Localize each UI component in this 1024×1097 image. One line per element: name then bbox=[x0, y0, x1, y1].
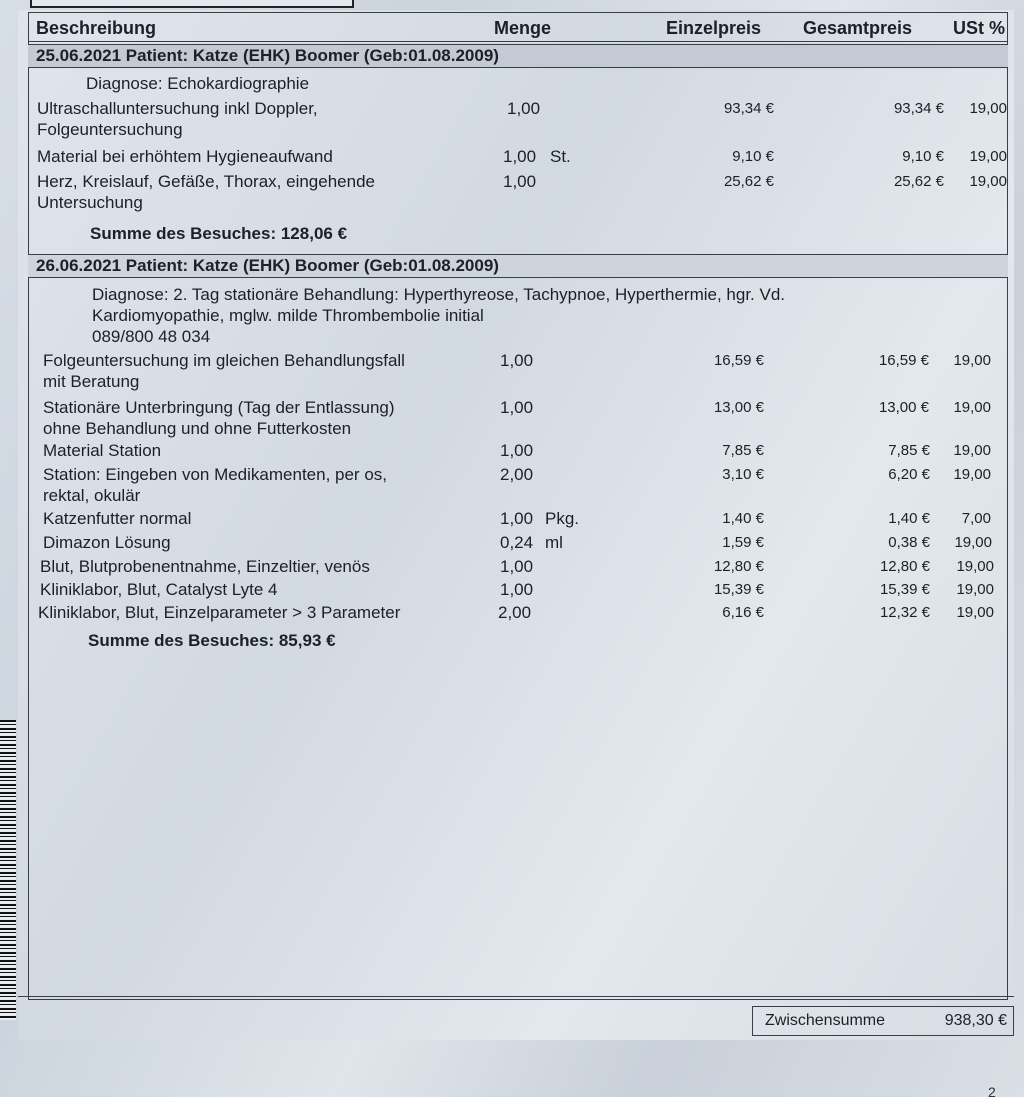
desc-line: ohne Behandlung und ohne Futterkosten bbox=[43, 419, 352, 438]
item-unit-price: 3,10 € bbox=[722, 466, 764, 483]
desc-line: Herz, Kreislauf, Gefäße, Thorax, eingehende bbox=[37, 172, 375, 191]
item-unit-price: 25,62 € bbox=[723, 173, 774, 190]
header-ust: USt % bbox=[953, 18, 1006, 38]
item-total-price: 12,80 € bbox=[879, 558, 930, 575]
item-qty: 1,00 bbox=[500, 580, 534, 599]
item-total-price: 15,39 € bbox=[879, 581, 930, 598]
item-tax: 19,00 bbox=[956, 604, 994, 621]
item-tax: 19,00 bbox=[953, 466, 991, 483]
desc-line: Station: Eingeben von Medikamenten, per os, bbox=[43, 465, 387, 484]
item-tax: 19,00 bbox=[956, 581, 994, 598]
item-description bbox=[40, 579, 490, 600]
item-total-price: 0,38 € bbox=[888, 534, 930, 551]
item-unit: St. bbox=[550, 147, 571, 166]
footer-divider bbox=[18, 996, 1014, 997]
visit-2-diagnosis-line: Diagnose: 2. Tag stationäre Behandlung: Hyperthyreose, Tachypnoe, Hyperthermie, hgr. Vd. bbox=[92, 285, 786, 304]
item-qty: 1,00 bbox=[500, 557, 534, 576]
item-total-price: 12,32 € bbox=[879, 604, 930, 621]
item-total-price: 25,62 € bbox=[893, 173, 944, 190]
visit-2-diagnosis-line: Kardiomyopathie, mglw. milde Thrombembolie initial bbox=[92, 306, 484, 325]
page-number: 2 bbox=[988, 1084, 996, 1097]
subtotal-box bbox=[752, 1006, 1014, 1036]
item-unit-price: 15,39 € bbox=[713, 581, 764, 598]
item-qty: 1,00 bbox=[507, 99, 541, 118]
item-tax: 19,00 bbox=[954, 534, 992, 551]
item-qty: 0,24 bbox=[500, 533, 534, 552]
header-beschreibung: Beschreibung bbox=[36, 18, 157, 38]
header-einzelpreis: Einzelpreis bbox=[666, 18, 762, 38]
item-qty: 2,00 bbox=[498, 603, 532, 622]
header-menge: Menge bbox=[494, 18, 552, 38]
item-description bbox=[40, 556, 490, 577]
column-header bbox=[28, 12, 1008, 42]
visit-2-title: 26.06.2021 Patient: Katze (EHK) Boomer (Geb:01.08.2009) bbox=[28, 254, 1008, 278]
item-description bbox=[43, 440, 493, 461]
item-total-price: 93,34 € bbox=[893, 100, 944, 117]
desc-line: Blut, Blutprobenentnahme, Einzeltier, venös bbox=[40, 557, 370, 576]
item-unit-price: 16,59 € bbox=[713, 352, 764, 369]
item-description bbox=[38, 602, 488, 623]
barcode-strip bbox=[0, 720, 16, 1020]
item-total-price: 1,40 € bbox=[888, 510, 930, 527]
desc-line: Kliniklabor, Blut, Einzelparameter > 3 Parameter bbox=[38, 603, 401, 622]
desc-line: Material Station bbox=[43, 441, 162, 460]
item-total-price: 9,10 € bbox=[902, 148, 944, 165]
item-tax: 19,00 bbox=[953, 399, 991, 416]
item-description bbox=[43, 350, 493, 392]
item-qty: 2,00 bbox=[500, 465, 534, 484]
desc-line: Katzenfutter normal bbox=[43, 509, 192, 528]
item-unit-price: 7,85 € bbox=[722, 442, 764, 459]
item-total-price: 16,59 € bbox=[878, 352, 929, 369]
item-unit-price: 12,80 € bbox=[713, 558, 764, 575]
item-unit: ml bbox=[545, 533, 563, 552]
desc-line: Ultraschalluntersuchung inkl Doppler, bbox=[37, 99, 318, 118]
item-unit-price: 1,59 € bbox=[722, 534, 764, 551]
item-tax: 19,00 bbox=[956, 558, 994, 575]
item-qty: 1,00 bbox=[500, 398, 534, 417]
item-tax: 19,00 bbox=[969, 148, 1007, 165]
item-tax: 19,00 bbox=[969, 100, 1007, 117]
top-tab bbox=[30, 0, 354, 8]
visit-1-sum: Summe des Besuches: 128,06 € bbox=[90, 224, 348, 243]
item-description bbox=[37, 98, 487, 140]
item-description bbox=[43, 464, 493, 506]
header-gesamtpreis: Gesamtpreis bbox=[803, 18, 913, 38]
desc-line: mit Beratung bbox=[43, 372, 140, 391]
item-description bbox=[37, 146, 487, 167]
item-description bbox=[43, 397, 493, 439]
desc-line: Kliniklabor, Blut, Catalyst Lyte 4 bbox=[40, 580, 278, 599]
item-tax: 19,00 bbox=[953, 352, 991, 369]
item-tax: 19,00 bbox=[953, 442, 991, 459]
item-total-price: 6,20 € bbox=[888, 466, 930, 483]
desc-line: Untersuchung bbox=[37, 193, 143, 212]
item-unit-price: 6,16 € bbox=[722, 604, 764, 621]
visit-2-phone: 089/800 48 034 bbox=[92, 327, 211, 346]
item-description bbox=[37, 171, 487, 213]
desc-line: Material bei erhöhtem Hygieneaufwand bbox=[37, 147, 333, 166]
item-description bbox=[43, 532, 493, 553]
item-unit-price: 93,34 € bbox=[723, 100, 774, 117]
item-qty: 1,00 bbox=[503, 172, 537, 191]
visit-2-sum: Summe des Besuches: 85,93 € bbox=[88, 631, 336, 650]
subtotal-label: Zwischensumme bbox=[765, 1012, 886, 1029]
item-unit-price: 1,40 € bbox=[722, 510, 764, 527]
item-unit: Pkg. bbox=[545, 509, 580, 528]
item-qty: 1,00 bbox=[503, 147, 537, 166]
desc-line: Stationäre Unterbringung (Tag der Entlassung) bbox=[43, 398, 395, 417]
desc-line: rektal, okulär bbox=[43, 486, 141, 505]
item-tax: 7,00 bbox=[961, 510, 991, 527]
item-qty: 1,00 bbox=[500, 509, 534, 528]
item-total-price: 7,85 € bbox=[888, 442, 930, 459]
subtotal-value: 938,30 € bbox=[944, 1012, 1007, 1029]
item-description bbox=[43, 508, 493, 529]
desc-line: Folgeuntersuchung im gleichen Behandlungsfall bbox=[43, 351, 405, 370]
item-qty: 1,00 bbox=[500, 351, 534, 370]
visit-1-diagnosis: Diagnose: Echokardiographie bbox=[86, 74, 310, 93]
desc-line: Dimazon Lösung bbox=[43, 533, 171, 552]
item-tax: 19,00 bbox=[969, 173, 1007, 190]
item-total-price: 13,00 € bbox=[878, 399, 929, 416]
desc-line: Folgeuntersuchung bbox=[37, 120, 183, 139]
item-unit-price: 13,00 € bbox=[713, 399, 764, 416]
item-qty: 1,00 bbox=[500, 441, 534, 460]
visit-1-title: 25.06.2021 Patient: Katze (EHK) Boomer (Geb:01.08.2009) bbox=[28, 44, 1008, 68]
item-unit-price: 9,10 € bbox=[732, 148, 774, 165]
